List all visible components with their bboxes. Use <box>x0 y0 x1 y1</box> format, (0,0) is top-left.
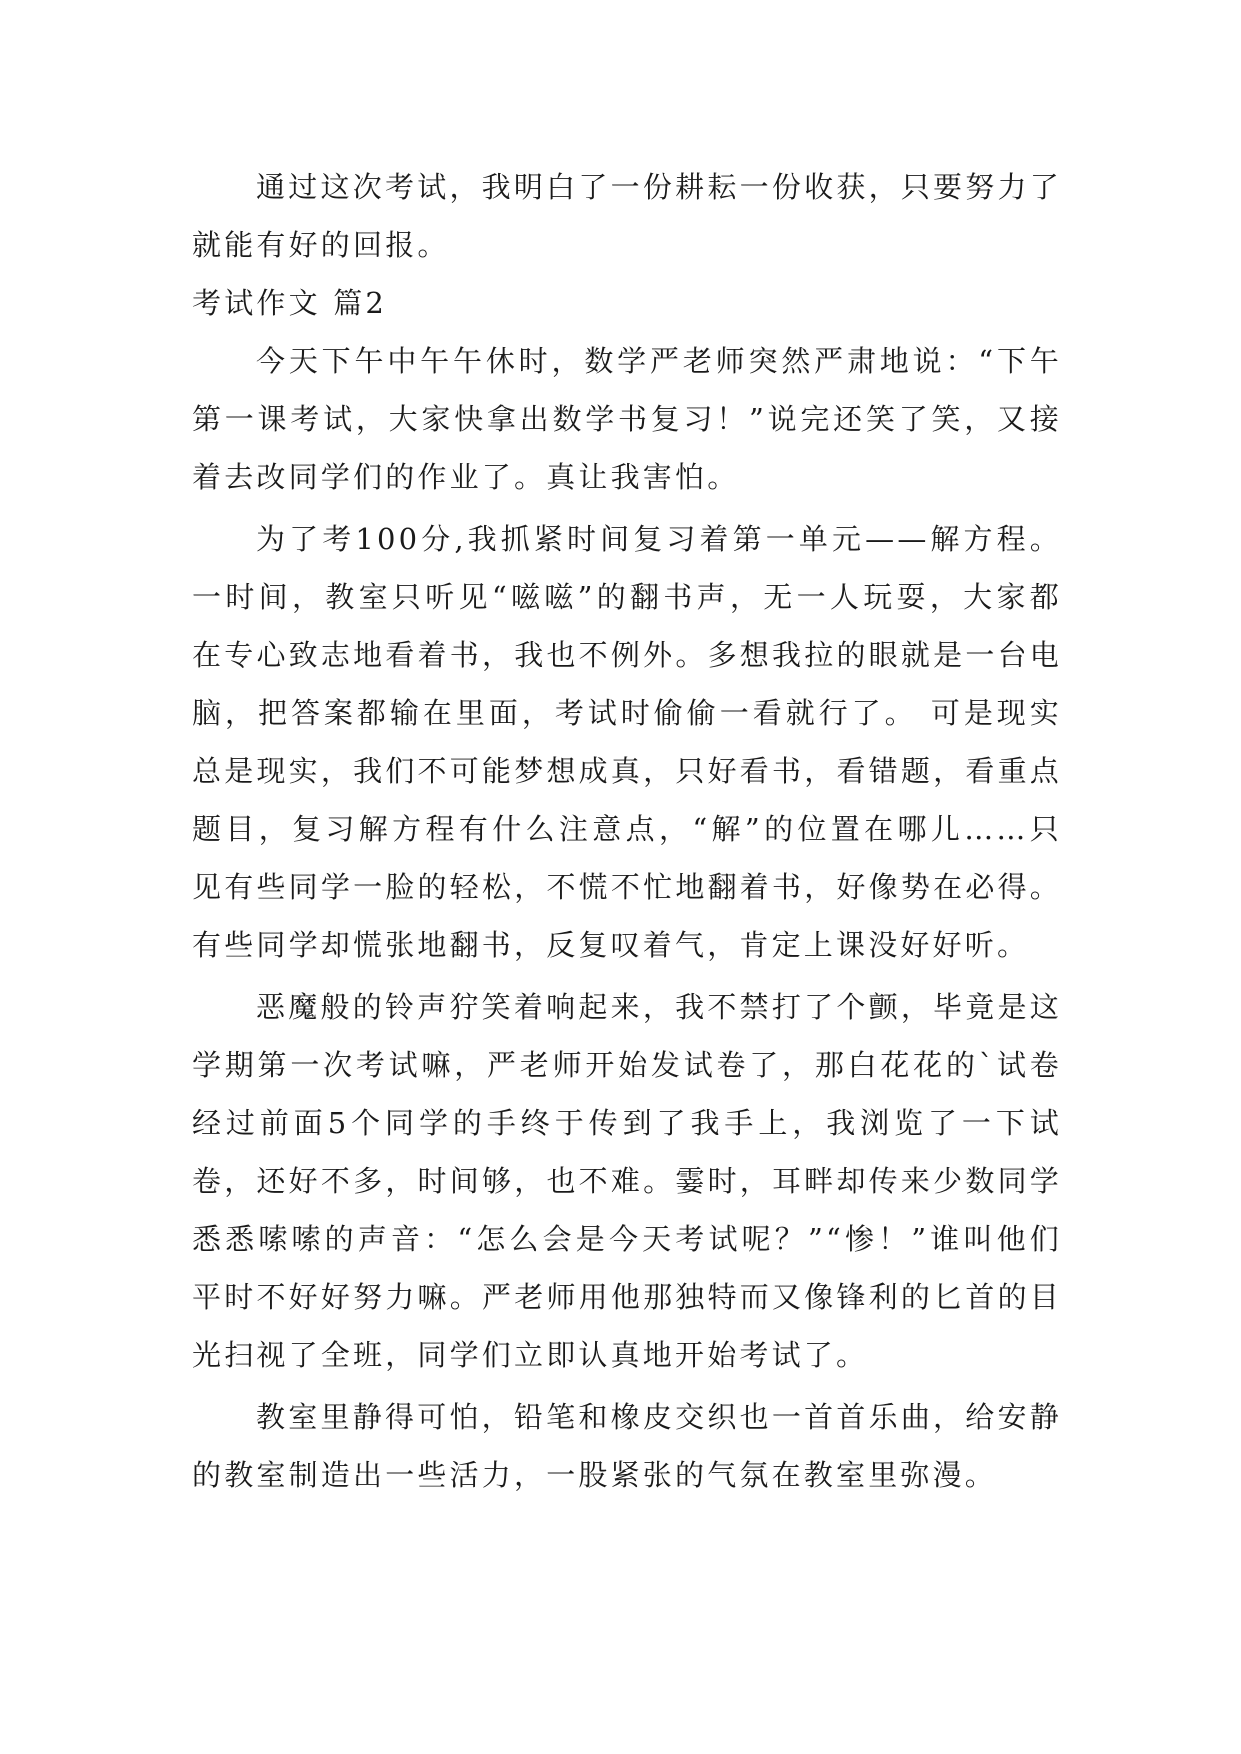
paragraph-1: 今天下午中午午休时，数学严老师突然严肃地说：“下午第一课考试，大家快拿出数学书复习！”说完还笑了笑，又接着去改同学们的作业了。真让我害怕。 <box>192 344 1062 494</box>
paragraph-intro: 通过这次考试，我明白了一份耕耘一份收获，只要努力了就能有好的回报。 <box>192 170 1062 262</box>
paragraph-4: 教室里静得可怕，铅笔和橡皮交织也一首首乐曲，给安静的教室制造出一些活力，一股紧张的气氛在教室里弥漫。 <box>192 1400 1062 1492</box>
section-heading: 考试作文 篇2 <box>192 286 388 320</box>
paragraph-3: 恶魔般的铃声狞笑着响起来，我不禁打了个颤，毕竟是这学期第一次考试嘛，严老师开始发试卷了，那白花花的`试卷经过前面5个同学的手终于传到了我手上，我浏览了一下试卷，还好不多，时间够，也不难。霎时，耳畔却传来少数同学悉悉嗦嗦的声音：“怎么会是今天考试呢？”“惨！”谁叫他们平时不好好努力嘛。严老师用他那独特而又像锋利的匕首的目光扫视了全班，同学们立即认真地开始考试了。 <box>192 990 1062 1372</box>
document-body <box>192 158 1062 1504</box>
paragraph-2: 为了考100分,我抓紧时间复习着第一单元——解方程。一时间，教室只听见“嗞嗞”的翻书声，无一人玩耍，大家都在专心致志地看着书，我也不例外。多想我拉的眼就是一台电脑，把答案都输在里面，考试时偷偷一看就行了。 可是现实总是现实，我们不可能梦想成真，只好看书，看错题，看重点题目，复习解方程有什么注意点，“解”的位置在哪儿……只见有些同学一脸的轻松，不慌不忙地翻着书，好像势在必得。有些同学却慌张地翻书，反复叹着气，肯定上课没好好听。 <box>192 522 1062 962</box>
